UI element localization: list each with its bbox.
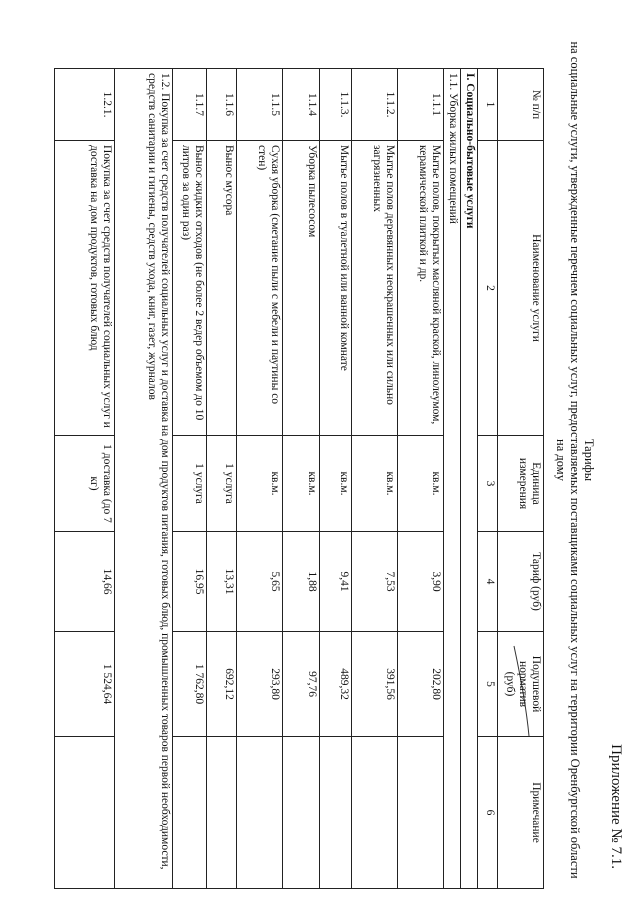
table-row: [398, 69, 444, 889]
col-header-name: Наименование услуги: [498, 141, 544, 436]
row-unit: кв.м.: [352, 436, 398, 532]
row-unit: 1 услуга: [173, 436, 207, 532]
col-number: 4: [478, 532, 498, 632]
row-note: [55, 737, 115, 889]
row-name: Уборка пылесосом: [283, 141, 320, 436]
subsection-title: 1.1. Уборка жилых помещений: [444, 69, 461, 889]
col-number: 3: [478, 436, 498, 532]
row-note: [352, 737, 398, 889]
row-note: [173, 737, 207, 889]
col-header-note: Примечание: [498, 737, 544, 889]
row-note: [283, 737, 320, 889]
row-unit: кв.м.: [320, 436, 352, 532]
document-header: [554, 40, 596, 880]
row-tariff: 16,95: [173, 532, 207, 632]
row-name: Мытье полов, покрытых масляной краской, линолеумом, керамической плиткой и др.: [398, 141, 444, 436]
row-name: Вынос жидких отходов (не более 2 ведер объемом до 10 литров за один раз): [173, 141, 207, 436]
col-header-num: № п/п: [498, 69, 544, 141]
subsection-row: [115, 69, 173, 889]
table-row: [320, 69, 352, 889]
col-header-norm: [498, 632, 544, 737]
row-name: Покупка за счет средств получателей социальных услуг и доставка на дом продуктов, готовых блюд: [55, 141, 115, 436]
row-unit: кв.м.: [237, 436, 283, 532]
subsection-row: [444, 69, 461, 889]
section-title: I. Социально-бытовые услуги: [461, 69, 478, 889]
col-number: 2: [478, 141, 498, 436]
row-num: 1.1.6: [207, 69, 237, 141]
row-tariff: 14,66: [55, 532, 115, 632]
table-row: [283, 69, 320, 889]
row-norm: 97,76: [283, 632, 320, 737]
row-tariff: 9,41: [320, 532, 352, 632]
row-norm: 692,12: [207, 632, 237, 737]
column-number-row: [478, 69, 498, 889]
row-unit: кв.м.: [283, 436, 320, 532]
row-num: 1.2.1.: [55, 69, 115, 141]
row-norm: 489,32: [320, 632, 352, 737]
subsection-title: 1.2. Покупка за счет средств получателей социальных услуг и доставка на дом продуктов питания, готовых блюд, промышленных товаров первой необходимости, средств санитарии и гигиены, средств ухода, книг, газет, журналов: [115, 69, 173, 889]
section-row: [461, 69, 478, 889]
row-note: [398, 737, 444, 889]
row-note: [207, 737, 237, 889]
row-norm: 202,80: [398, 632, 444, 737]
document-subtitle: на социальные услуги, утвержденные перечнем социальных услуг, предоставляемых поставщиками социальных услуг на территории Оренбургской области на дому: [554, 41, 582, 879]
col-header-tariff: Тариф (руб): [498, 532, 544, 632]
row-name: Вынос мусора: [207, 141, 237, 436]
row-unit: 1 доставка (до 7 кг): [55, 436, 115, 532]
row-tariff: 1,88: [283, 532, 320, 632]
col-header-norm-unit: (руб): [504, 671, 516, 697]
row-norm: 391,56: [352, 632, 398, 737]
row-tariff: 3,90: [398, 532, 444, 632]
row-num: 1.1.5: [237, 69, 283, 141]
row-norm: 293,80: [237, 632, 283, 737]
col-number: 5: [478, 632, 498, 737]
row-norm: 1 762,80: [173, 632, 207, 737]
row-num: 1.1.3.: [320, 69, 352, 141]
table-row: [237, 69, 283, 889]
document-title: Тарифы: [582, 438, 596, 482]
row-num: 1.1.1: [398, 69, 444, 141]
row-tariff: 7,53: [352, 532, 398, 632]
row-unit: 1 услуга: [207, 436, 237, 532]
row-norm: 1 524,64: [55, 632, 115, 737]
row-tariff: 5,65: [237, 532, 283, 632]
col-number: 1: [478, 69, 498, 141]
col-number: 6: [478, 737, 498, 889]
row-num: 1.1.2.: [352, 69, 398, 141]
row-name: Сухая уборка (сметание пыли с мебели и паутины со стен): [237, 141, 283, 436]
table-header-row: [498, 69, 544, 889]
col-header-unit: Единица измерения: [498, 436, 544, 532]
row-note: [320, 737, 352, 889]
row-unit: кв.м.: [398, 436, 444, 532]
row-name: Мытье полов в туалетной или ванной комнате: [320, 141, 352, 436]
row-tariff: 13,31: [207, 532, 237, 632]
tariff-table: [54, 68, 544, 889]
row-num: 1.1.4: [283, 69, 320, 141]
appendix-label: Приложение № 7.1.: [608, 744, 624, 869]
row-name: Мытье полов деревянных неокрашенных или сильно загрязненных: [352, 141, 398, 436]
table-row: [173, 69, 207, 889]
row-num: 1.1.7: [173, 69, 207, 141]
table-row: [55, 69, 115, 889]
table-row: [207, 69, 237, 889]
table-row: [352, 69, 398, 889]
col-header-norm-label: Подушевой норматив: [517, 655, 542, 713]
row-note: [237, 737, 283, 889]
